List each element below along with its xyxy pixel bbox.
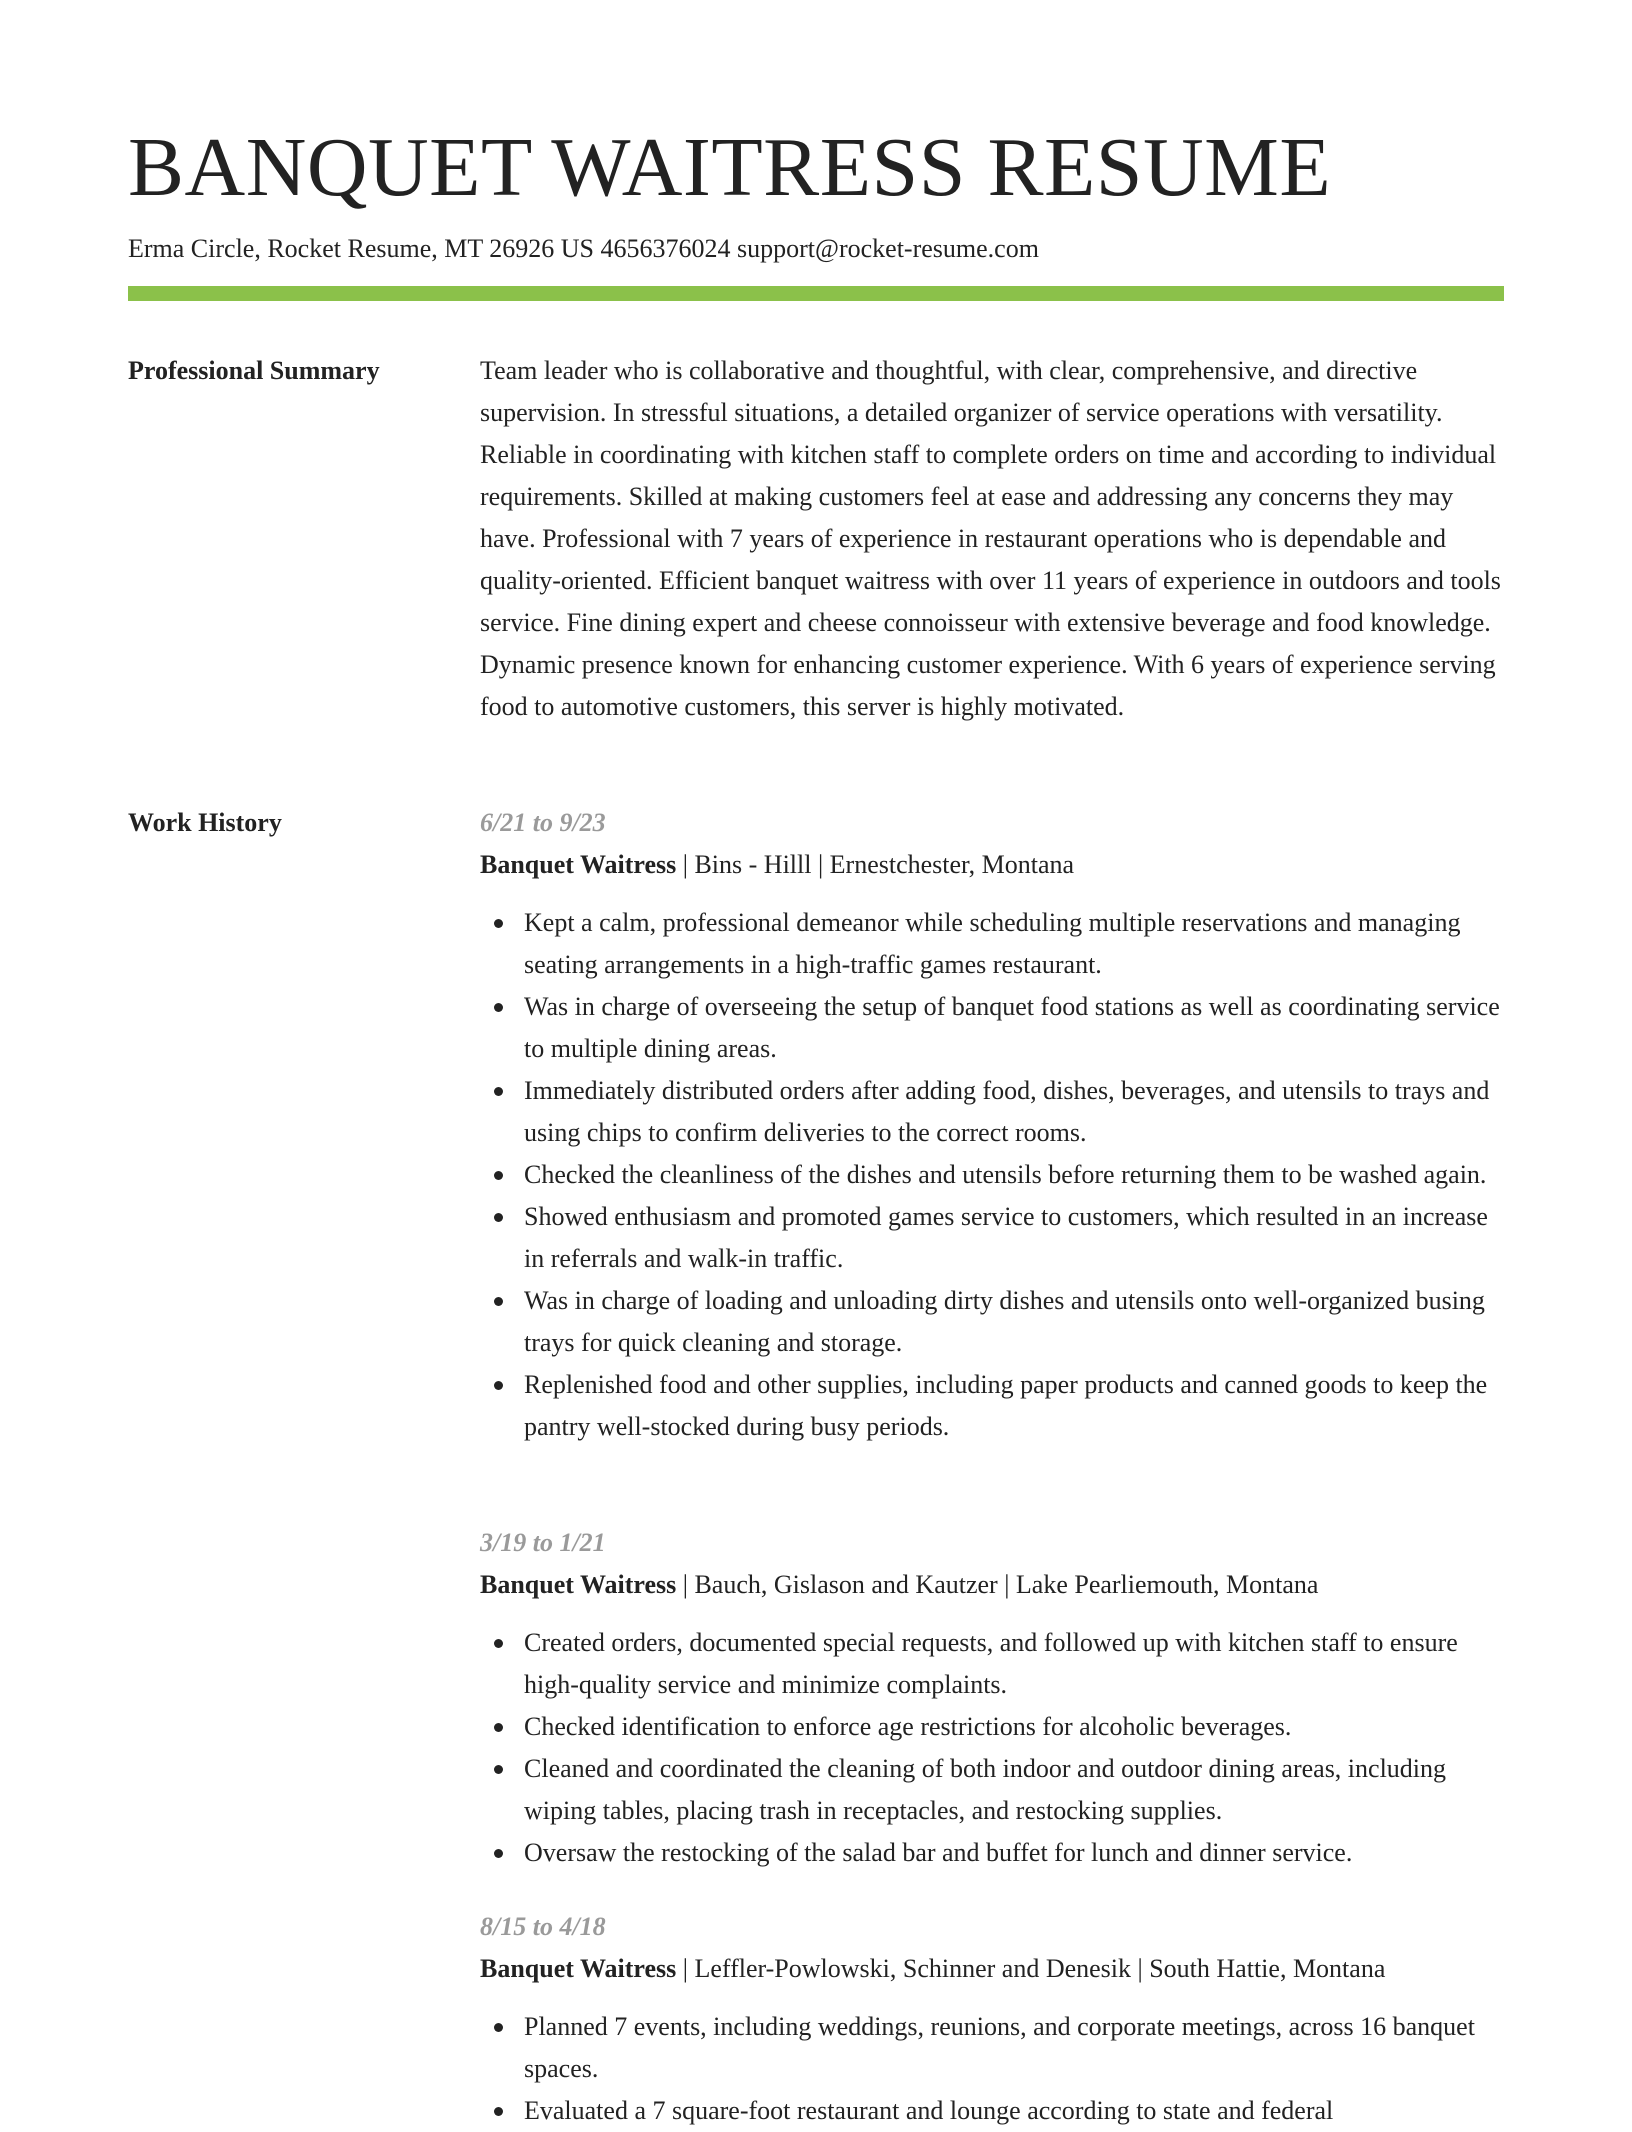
job-title: Banquet Waitress xyxy=(480,850,677,879)
job-bullet xyxy=(480,2090,1504,2132)
job-bullet-text: Planned 7 events, including weddings, reunions, and corporate meetings, across 16 banquet spaces. xyxy=(524,2012,1475,2083)
bullet-dot-icon xyxy=(494,1213,503,1222)
job-bullet-text: Checked identification to enforce age restrictions for alcoholic beverages. xyxy=(524,1712,1292,1741)
job-heading xyxy=(480,1564,1504,1606)
summary-section-label: Professional Summary xyxy=(128,356,380,385)
accent-divider xyxy=(128,286,1504,301)
job-dates: 8/15 to 4/18 xyxy=(480,1912,606,1941)
job-bullet xyxy=(480,1622,1504,1706)
job-entry xyxy=(480,1522,1504,1874)
job-bullet-text: Showed enthusiasm and promoted games service to customers, which resulted in an increase in referrals and walk-in traffic. xyxy=(524,1202,1488,1273)
job-bullet xyxy=(480,986,1504,1070)
job-heading xyxy=(480,1948,1504,1990)
job-employer-location: | Bauch, Gislason and Kautzer | Lake Pearliemouth, Montana xyxy=(676,1570,1319,1599)
job-bullet-text: Kept a calm, professional demeanor while scheduling multiple reservations and managing seating arrangements in a high-traffic games restaurant. xyxy=(524,908,1461,979)
job-bullet-text: Evaluated a 7 square-foot restaurant and lounge according to state and federal xyxy=(524,2096,1334,2125)
job-bullet xyxy=(480,1364,1504,1448)
job-bullet-list xyxy=(480,1622,1504,1874)
bullet-dot-icon xyxy=(494,2023,503,2032)
job-heading xyxy=(480,844,1504,886)
job-dates: 6/21 to 9/23 xyxy=(480,808,606,837)
job-bullet xyxy=(480,1070,1504,1154)
bullet-dot-icon xyxy=(494,1723,503,1732)
job-title: Banquet Waitress xyxy=(480,1570,677,1599)
job-title: Banquet Waitress xyxy=(480,1954,677,1983)
bullet-dot-icon xyxy=(494,1003,503,1012)
bullet-dot-icon xyxy=(494,1765,503,1774)
bullet-dot-icon xyxy=(494,1849,503,1858)
job-employer-location: | Leffler-Powlowski, Schinner and Denesik | South Hattie, Montana xyxy=(676,1954,1386,1983)
job-bullet-list xyxy=(480,2006,1504,2132)
contact-line: Erma Circle, Rocket Resume, MT 26926 US 4656376024 support@rocket-resume.com xyxy=(128,234,1039,263)
job-bullet xyxy=(480,2006,1504,2090)
job-bullet-text: Cleaned and coordinated the cleaning of both indoor and outdoor dining areas, including wiping tables, placing trash in receptacles, and restocking supplies. xyxy=(524,1754,1447,1825)
job-bullet xyxy=(480,1280,1504,1364)
job-entry xyxy=(480,802,1504,1448)
bullet-dot-icon xyxy=(494,1381,503,1390)
work-history-section-label: Work History xyxy=(128,808,282,837)
bullet-dot-icon xyxy=(494,1297,503,1306)
job-bullet-text: Was in charge of overseeing the setup of banquet food stations as well as coordinating service to multiple dining areas. xyxy=(524,992,1500,1063)
bullet-dot-icon xyxy=(494,1639,503,1648)
job-bullet xyxy=(480,1154,1504,1196)
job-bullet-text: Oversaw the restocking of the salad bar and buffet for lunch and dinner service. xyxy=(524,1838,1353,1867)
job-bullet xyxy=(480,902,1504,986)
job-bullet xyxy=(480,1832,1504,1874)
bullet-dot-icon xyxy=(494,1171,503,1180)
bullet-dot-icon xyxy=(494,1087,503,1096)
job-bullet xyxy=(480,1196,1504,1280)
summary-section xyxy=(480,350,1504,728)
job-entry xyxy=(480,1906,1504,2132)
summary-text: Team leader who is collaborative and thoughtful, with clear, comprehensive, and directive supervision. In stressful situations, a detailed organizer of service operations with versatility. Reliable in coordinating with kitchen staff to complete orders on time and according to individual requirements. Skilled at making customers feel at ease and addressing any concerns they may have. Professional with 7 years of experience in restaurant operations who is dependable and quality-oriented. Efficient banquet waitress with over 11 years of experience in outdoors and tools service. Fine dining expert and cheese connoisseur with extensive beverage and food knowledge. Dynamic presence known for enhancing customer experience. With 6 years of experience serving food to automotive customers, this server is highly motivated. xyxy=(480,356,1501,721)
job-dates: 3/19 to 1/21 xyxy=(480,1528,606,1557)
resume-title: BANQUET WAITRESS RESUME xyxy=(128,121,1332,214)
job-bullet-text: Created orders, documented special requests, and followed up with kitchen staff to ensure high-quality service and minimize complaints. xyxy=(524,1628,1458,1699)
job-bullet-text: Immediately distributed orders after adding food, dishes, beverages, and utensils to trays and using chips to confirm deliveries to the correct rooms. xyxy=(524,1076,1490,1147)
job-bullet-text: Checked the cleanliness of the dishes and utensils before returning them to be washed again. xyxy=(524,1160,1487,1189)
job-bullet-text: Was in charge of loading and unloading dirty dishes and utensils onto well-organized busing trays for quick cleaning and storage. xyxy=(524,1286,1485,1357)
job-bullet xyxy=(480,1706,1504,1748)
job-employer-location: | Bins - Hilll | Ernestchester, Montana xyxy=(676,850,1075,879)
job-bullet-text: Replenished food and other supplies, including paper products and canned goods to keep the pantry well-stocked during busy periods. xyxy=(524,1370,1488,1441)
job-bullet-list xyxy=(480,902,1504,1448)
job-bullet xyxy=(480,1748,1504,1832)
bullet-dot-icon xyxy=(494,919,503,928)
